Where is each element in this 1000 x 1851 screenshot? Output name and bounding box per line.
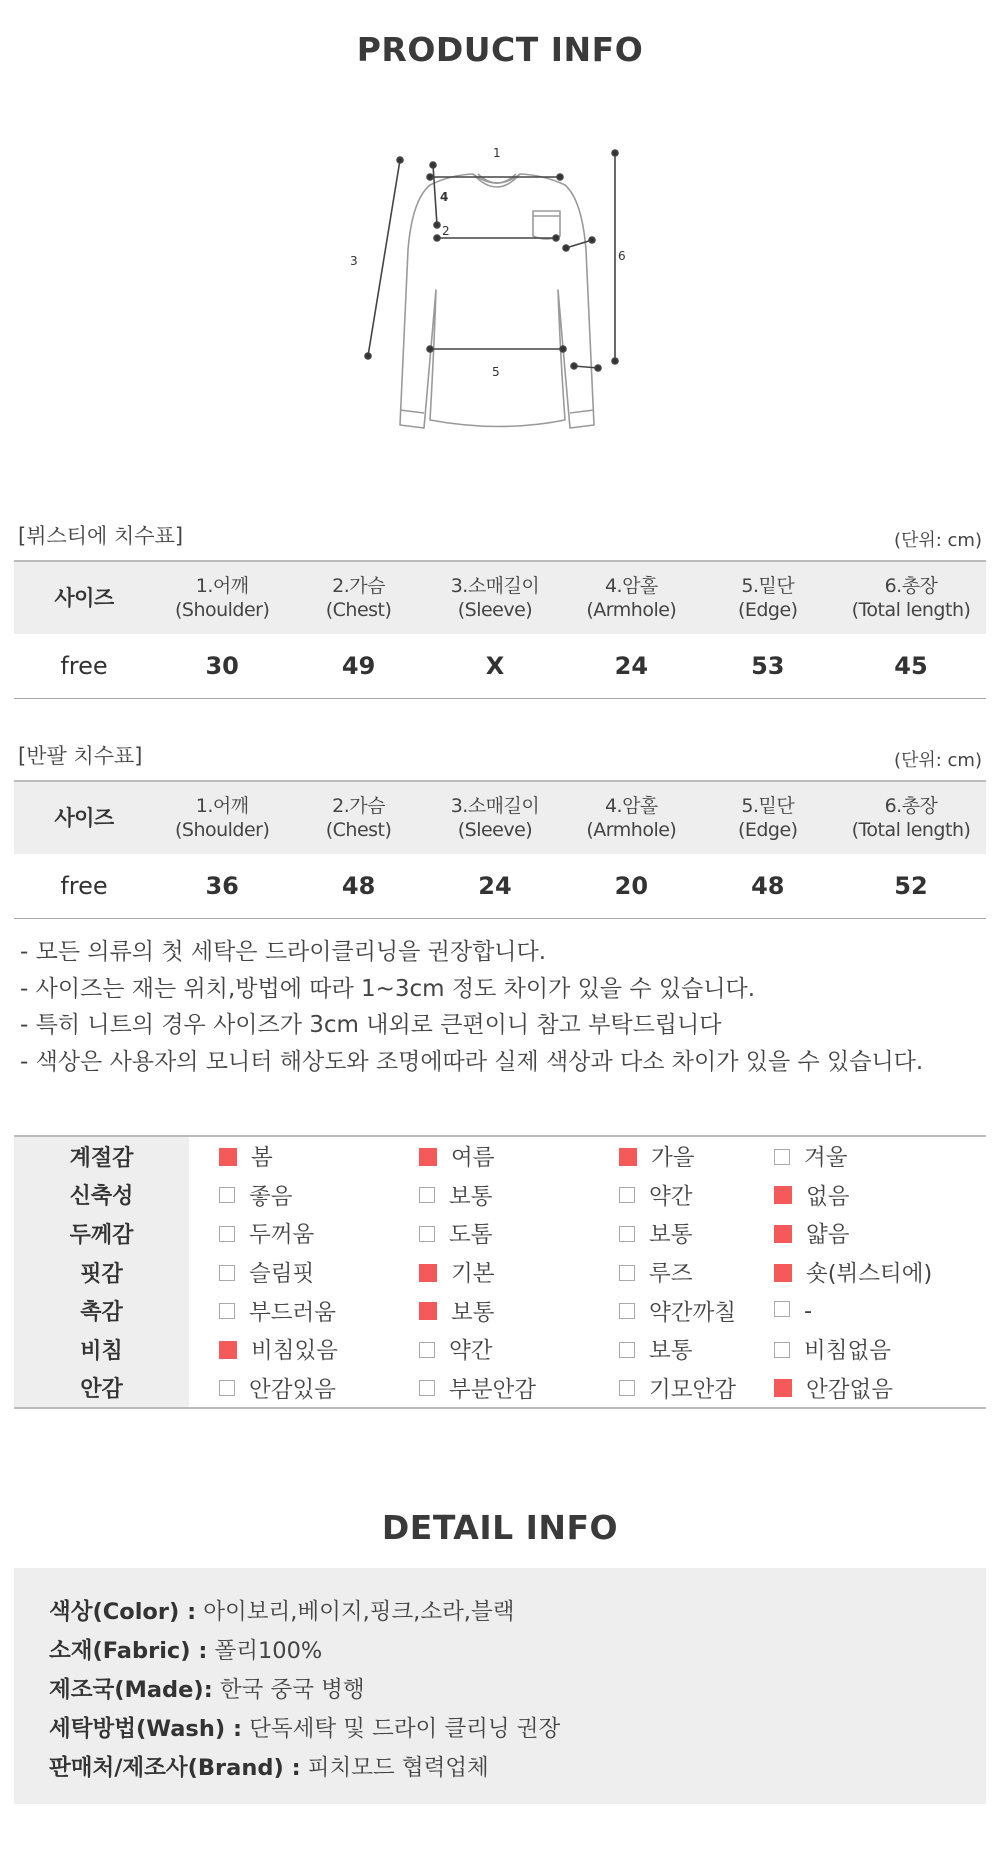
detail-key: 제조국(Made): xyxy=(49,1677,213,1703)
feel-option xyxy=(189,1176,394,1215)
care-notes xyxy=(20,934,923,1080)
feel-option xyxy=(599,1369,774,1409)
cell-sleeve: X xyxy=(427,634,563,699)
feel-option-label: 부분안감 xyxy=(449,1376,536,1403)
note-line: - 색상은 사용자의 모니터 해상도와 조명에따라 실제 색상과 다소 차이가 있을 수 있습니다. xyxy=(20,1048,924,1075)
note-line: - 특히 니트의 경우 사이즈가 3cm 내외로 큰편이니 참고 부탁드립니다 xyxy=(20,1012,722,1038)
feel-option-label: 겨울 xyxy=(804,1145,848,1172)
feel-option xyxy=(189,1330,394,1369)
feel-option-label: 두꺼움 xyxy=(249,1222,315,1249)
feel-option-label: 루즈 xyxy=(649,1261,693,1288)
detail-key: 세탁방법(Wash) : xyxy=(49,1716,242,1742)
detail-value: 한국 중국 병행 xyxy=(219,1677,365,1703)
feel-label: 핏감 xyxy=(14,1253,189,1292)
unchecked-box-icon xyxy=(219,1380,235,1396)
label-4: 4 xyxy=(440,190,449,204)
feel-option-label: 여름 xyxy=(451,1145,495,1172)
note-line: - 사이즈는 재는 위치,방법에 따라 1~3cm 정도 차이가 있을 수 있습니다. xyxy=(20,975,756,1002)
cell-armhole: 20 xyxy=(563,854,699,919)
cell-total-length: 45 xyxy=(836,634,986,699)
unchecked-box-icon xyxy=(419,1226,435,1242)
feel-label: 안감 xyxy=(14,1369,189,1409)
unchecked-box-icon xyxy=(774,1342,790,1358)
feel-option xyxy=(189,1136,394,1176)
feel-option-label: 보통 xyxy=(449,1183,493,1210)
detail-row-wash xyxy=(49,1711,560,1743)
long-sleeve-tee-outline xyxy=(400,174,594,428)
header-armhole: 4.암홀 (Armhole) xyxy=(586,575,677,621)
feel-option-label: 보통 xyxy=(649,1338,693,1365)
header-total-length: 6.총장 (Total length) xyxy=(851,575,971,621)
feel-option xyxy=(394,1176,599,1215)
checked-box-icon xyxy=(419,1302,437,1320)
feel-option xyxy=(599,1253,774,1292)
feel-row xyxy=(14,1291,986,1330)
unchecked-box-icon xyxy=(219,1226,235,1242)
feel-option xyxy=(189,1291,394,1330)
feel-option-label: 기본 xyxy=(451,1261,495,1288)
unchecked-box-icon xyxy=(419,1380,435,1396)
checked-box-icon xyxy=(219,1148,237,1166)
unchecked-box-icon xyxy=(619,1265,635,1281)
feel-option xyxy=(189,1369,394,1409)
detail-row-brand xyxy=(49,1750,489,1782)
feel-row xyxy=(14,1330,986,1369)
detail-value: 단독세탁 및 드라이 클리닝 권장 xyxy=(249,1716,561,1742)
header-armhole: 4.암홀 (Armhole) xyxy=(586,795,677,841)
feel-option xyxy=(774,1291,986,1330)
label-5: 5 xyxy=(492,365,500,379)
detail-key: 소재(Fabric) : xyxy=(49,1638,208,1664)
feel-option xyxy=(774,1214,986,1253)
unchecked-box-icon xyxy=(619,1303,635,1319)
detail-row-color xyxy=(49,1594,514,1626)
feel-option-label: 봄 xyxy=(251,1145,273,1172)
feel-option xyxy=(599,1176,774,1215)
feel-option xyxy=(774,1369,986,1409)
detail-info-box xyxy=(14,1568,986,1804)
cell-chest: 48 xyxy=(290,854,426,919)
feel-option-label: 보통 xyxy=(451,1299,495,1326)
detail-value: 아이보리,베이지,핑크,소라,블랙 xyxy=(203,1599,515,1625)
checked-box-icon xyxy=(774,1264,792,1282)
feel-option xyxy=(599,1136,774,1176)
cell-size: free xyxy=(14,854,154,919)
feel-option xyxy=(394,1330,599,1369)
header-edge: 5.밑단 (Edge) xyxy=(737,575,798,621)
feel-option xyxy=(394,1214,599,1253)
header-shoulder: 1.어깨 (Shoulder) xyxy=(174,795,270,841)
feel-option-label: 좋음 xyxy=(249,1183,293,1210)
feel-row xyxy=(14,1176,986,1215)
feel-option-label: 안감없음 xyxy=(806,1376,893,1403)
detail-row-made xyxy=(49,1672,365,1704)
feel-option xyxy=(189,1214,394,1253)
feel-option-label: - xyxy=(804,1297,813,1324)
cell-sleeve: 24 xyxy=(427,854,563,919)
header-sleeve: 3.소매길이 (Sleeve) xyxy=(450,575,540,621)
detail-row-fabric xyxy=(49,1633,322,1665)
feel-option xyxy=(394,1136,599,1176)
feel-option-label: 비침있음 xyxy=(251,1338,338,1365)
cell-edge: 53 xyxy=(700,634,836,699)
checked-box-icon xyxy=(774,1225,792,1243)
feel-option xyxy=(394,1253,599,1292)
feel-row xyxy=(14,1214,986,1253)
cell-chest: 49 xyxy=(290,634,426,699)
feel-row xyxy=(14,1253,986,1292)
feel-label: 촉감 xyxy=(14,1291,189,1330)
unchecked-box-icon xyxy=(774,1149,790,1165)
feel-option xyxy=(394,1291,599,1330)
table-header-row xyxy=(14,781,986,854)
checked-box-icon xyxy=(774,1186,792,1204)
feel-option xyxy=(774,1253,986,1292)
table-1-caption: [뷔스티에 치수표] xyxy=(18,524,184,548)
feel-label: 비침 xyxy=(14,1330,189,1369)
feel-row xyxy=(14,1369,986,1409)
feel-option-label: 슬림핏 xyxy=(249,1261,315,1288)
unchecked-box-icon xyxy=(774,1301,790,1317)
feel-option xyxy=(774,1330,986,1369)
cell-size: free xyxy=(14,634,154,699)
feel-option xyxy=(774,1136,986,1176)
label-2: 2 xyxy=(442,224,450,238)
cell-total-length: 52 xyxy=(836,854,986,919)
unchecked-box-icon xyxy=(419,1187,435,1203)
feel-option-label: 가을 xyxy=(651,1145,695,1172)
product-info-title: PRODUCT INFO xyxy=(356,30,644,69)
cell-shoulder: 30 xyxy=(154,634,290,699)
feel-option xyxy=(774,1176,986,1215)
checked-box-icon xyxy=(419,1264,437,1282)
feel-option-label: 얇음 xyxy=(806,1222,850,1249)
header-chest: 2.가슴 (Chest) xyxy=(325,575,392,621)
unchecked-box-icon xyxy=(619,1187,635,1203)
detail-info-title: DETAIL INFO xyxy=(381,1508,619,1547)
unchecked-box-icon xyxy=(219,1187,235,1203)
feel-option-label: 도톰 xyxy=(449,1222,493,1249)
feel-option-label: 숏(뷔스티에) xyxy=(806,1261,933,1288)
note-line: - 모든 의류의 첫 세탁은 드라이클리닝을 권장합니다. xyxy=(20,939,547,965)
table-row xyxy=(14,854,986,919)
detail-value: 폴리100% xyxy=(214,1638,323,1664)
feel-option-label: 안감있음 xyxy=(249,1376,336,1403)
detail-key: 색상(Color) : xyxy=(49,1599,197,1625)
feel-option-label: 비침없음 xyxy=(804,1338,891,1365)
table-header-row xyxy=(14,561,986,634)
header-total-length: 6.총장 (Total length) xyxy=(851,795,971,841)
garment-measurement-diagram xyxy=(330,140,670,450)
table-1-unit: (단위: cm) xyxy=(893,530,982,551)
detail-value: 피치모드 협력업체 xyxy=(307,1755,489,1781)
product-feel-table xyxy=(14,1135,986,1409)
unchecked-box-icon xyxy=(419,1342,435,1358)
feel-option xyxy=(599,1330,774,1369)
unchecked-box-icon xyxy=(619,1380,635,1396)
feel-label: 신축성 xyxy=(14,1176,189,1215)
size-table-short-sleeve xyxy=(14,780,986,919)
label-3: 3 xyxy=(350,254,358,268)
header-size: 사이즈 xyxy=(54,806,114,830)
feel-label: 계절감 xyxy=(14,1136,189,1176)
header-size: 사이즈 xyxy=(54,586,114,610)
header-chest: 2.가슴 (Chest) xyxy=(325,795,392,841)
size-table-bustier xyxy=(14,560,986,699)
feel-option xyxy=(394,1369,599,1409)
checked-box-icon xyxy=(419,1148,437,1166)
feel-option xyxy=(599,1214,774,1253)
unchecked-box-icon xyxy=(619,1226,635,1242)
cell-edge: 48 xyxy=(700,854,836,919)
detail-key: 판매처/제조사(Brand) : xyxy=(49,1755,301,1781)
cell-shoulder: 36 xyxy=(154,854,290,919)
feel-option-label: 기모안감 xyxy=(649,1376,736,1403)
feel-row xyxy=(14,1136,986,1176)
feel-option-label: 부드러움 xyxy=(249,1299,336,1326)
cell-armhole: 24 xyxy=(563,634,699,699)
feel-option-label: 약간 xyxy=(449,1338,493,1365)
label-1: 1 xyxy=(493,146,501,160)
header-edge: 5.밑단 (Edge) xyxy=(737,795,798,841)
feel-option-label: 없음 xyxy=(806,1183,850,1210)
checked-box-icon xyxy=(619,1148,637,1166)
table-2-caption: [반팔 치수표] xyxy=(18,744,143,768)
unchecked-box-icon xyxy=(619,1342,635,1358)
label-6: 6 xyxy=(618,249,626,263)
table-row xyxy=(14,634,986,699)
header-shoulder: 1.어깨 (Shoulder) xyxy=(174,575,270,621)
feel-option-label: 보통 xyxy=(649,1222,693,1249)
checked-box-icon xyxy=(774,1379,792,1397)
table-2-unit: (단위: cm) xyxy=(893,750,982,771)
unchecked-box-icon xyxy=(219,1265,235,1281)
feel-option xyxy=(599,1291,774,1330)
feel-option xyxy=(189,1253,394,1292)
unchecked-box-icon xyxy=(219,1303,235,1319)
feel-option-label: 약간까칠 xyxy=(649,1299,736,1326)
feel-label: 두께감 xyxy=(14,1214,189,1253)
feel-option-label: 약간 xyxy=(649,1183,693,1210)
header-sleeve: 3.소매길이 (Sleeve) xyxy=(450,795,540,841)
checked-box-icon xyxy=(219,1341,237,1359)
